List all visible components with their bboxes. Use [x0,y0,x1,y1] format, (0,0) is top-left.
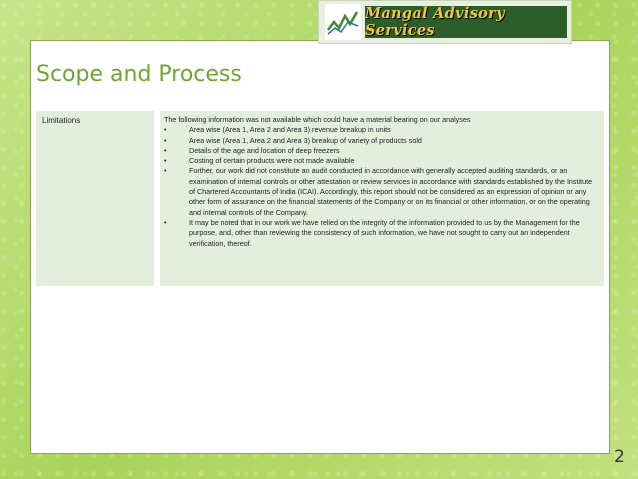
section-label-cell [36,111,154,286]
bullet-icon: • [164,217,167,227]
limitations-list [164,125,596,249]
list-item-text: Area wise (Area 1, Area 2 and Area 3) breakup of variety of products sold [189,135,422,145]
list-item-text: Costing of certain products were not made available [189,156,355,166]
list-item [164,125,596,135]
section-text-cell [160,111,604,286]
bullet-icon: • [164,166,167,176]
section-label: Limitations [42,116,81,125]
list-item-text: Details of the age and location of deep freezers [189,145,340,155]
list-item [164,156,596,166]
chart-trend-icon [325,4,361,40]
bullet-icon: • [164,125,167,135]
list-item [164,166,596,217]
bullet-icon: • [164,135,167,145]
company-logo [318,0,572,44]
bullet-icon: • [164,145,167,155]
list-item [164,146,596,156]
intro-text: The following information was not available which could have a material bearing on our analyses [164,115,471,124]
logo-banner [365,6,567,38]
page-title: Scope and Process [36,62,242,87]
list-item [164,218,596,249]
list-item [164,136,596,146]
list-item-text: It may be noted that in our work we have relied on the integrity of the information provided to us by the Management for the purpose, and, other than reviewing the consistency of such information, we have not sought to carry out an independent verification, thereof. [189,217,580,248]
logo-text: Mangal Advisory Services [365,5,505,39]
bullet-icon: • [164,156,167,166]
content-table [36,111,604,286]
list-item-text: Area wise (Area 1, Area 2 and Area 3) revenue breakup in units [189,125,391,135]
page-number: 2 [614,447,625,467]
list-item-text: Further, our work did not constitute an audit conducted in accordance with generally accepted auditing standards, or an examination of internal controls or other attestation or review services in accordance with standards established by the Institute of Chartered Accountants of India (ICAI). Accordingly, this report should not be considered as an expression of opinion or any other form of assurance on the financial statements of the Company or on its financial or other information, or on the operating and internal controls of the Company. [189,166,593,217]
